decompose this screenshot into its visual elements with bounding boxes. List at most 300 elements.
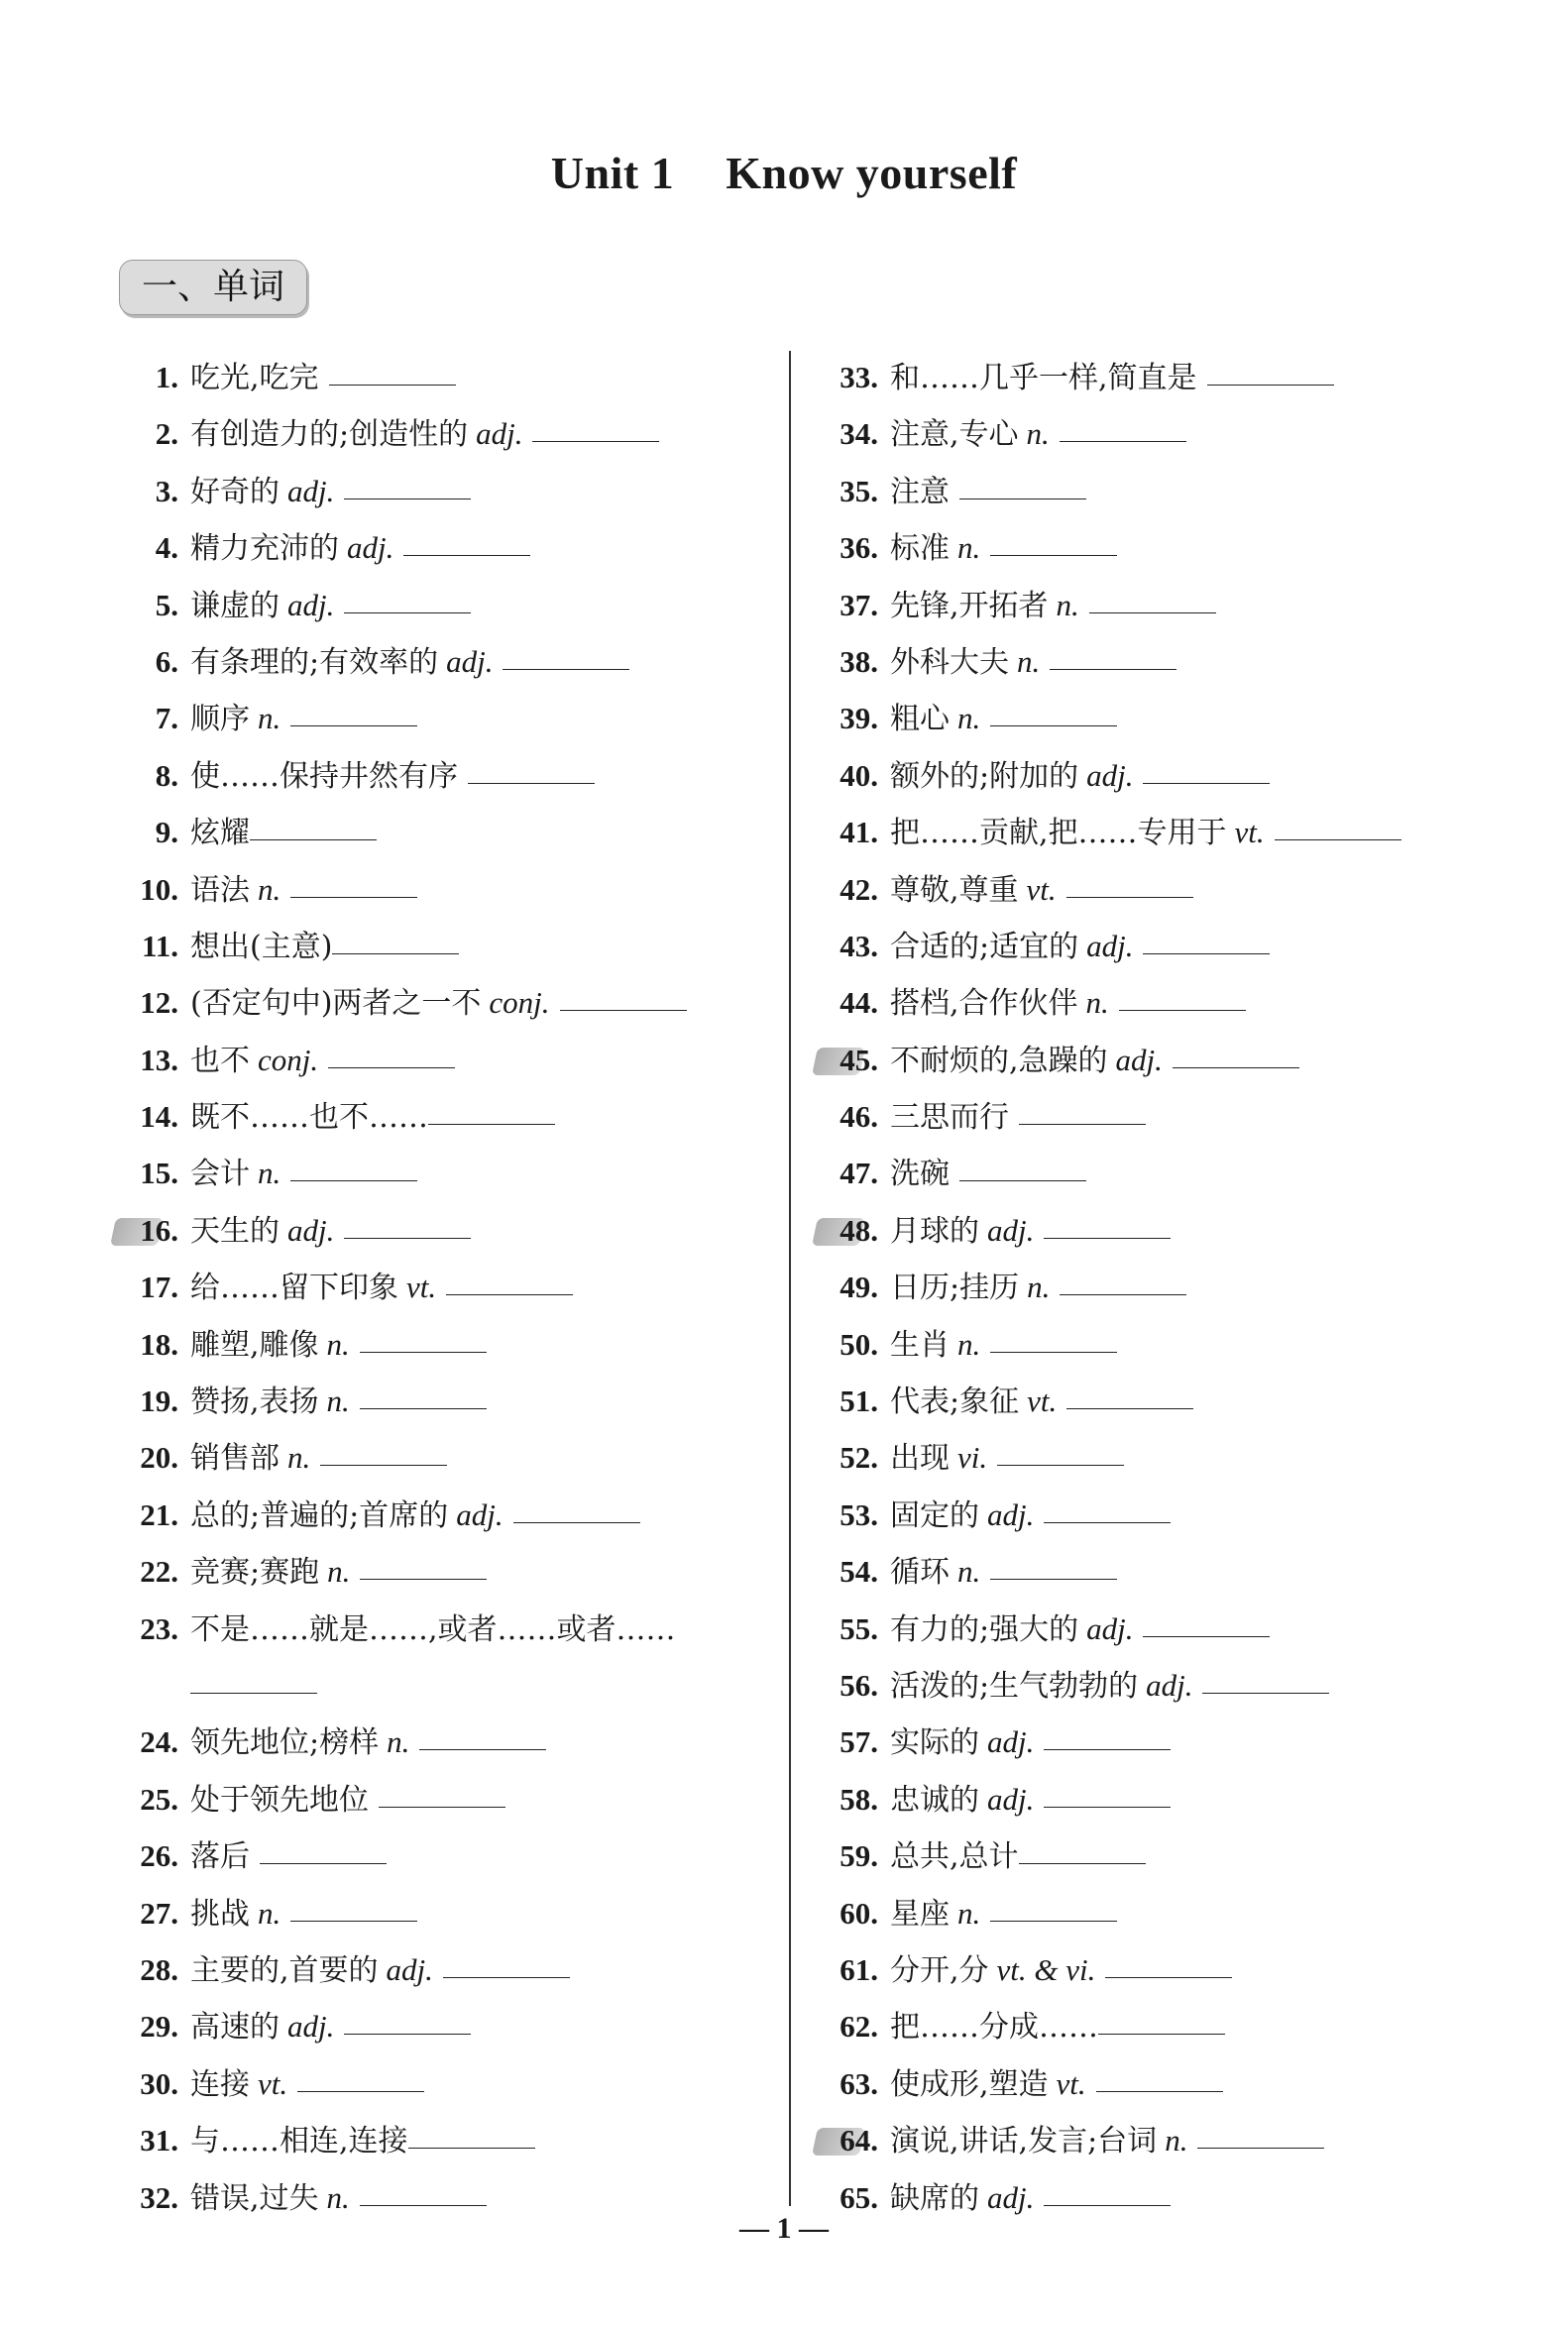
item-chinese: 外科大夫	[890, 644, 1009, 680]
item-number: 51.	[840, 1384, 878, 1419]
answer-blank[interactable]	[344, 612, 471, 613]
answer-blank[interactable]	[1119, 1010, 1246, 1011]
item-number-value: 1	[155, 360, 171, 394]
answer-blank[interactable]	[379, 1807, 505, 1808]
answer-blank[interactable]	[290, 1921, 417, 1922]
item-number-value: 2	[155, 416, 171, 452]
item-chinese: 循环	[890, 1555, 950, 1591]
vocab-item	[117, 1088, 781, 1145]
answer-blank[interactable]	[1044, 1238, 1171, 1239]
vocab-item	[117, 918, 781, 974]
answer-blank[interactable]	[320, 1465, 447, 1466]
unit-label: Unit 1	[550, 148, 675, 198]
item-chinese: 有条理的;有效率的	[190, 644, 439, 680]
item-part-of-speech: n.	[258, 1895, 281, 1931]
item-part-of-speech: conj.	[258, 1042, 319, 1077]
item-number: 36.	[840, 530, 878, 566]
vocab-item	[117, 1429, 781, 1486]
item-part-of-speech: vt.	[1234, 815, 1265, 850]
item-part-of-speech: n.	[1027, 1270, 1051, 1305]
item-number-value: 16	[140, 1212, 171, 1248]
answer-blank[interactable]	[360, 1408, 487, 1409]
item-number-value: 5	[155, 587, 171, 622]
item-part-of-speech: adj.	[287, 473, 335, 508]
item-chinese: 搭档,合作伙伴	[890, 986, 1078, 1022]
item-number-value: 19	[140, 1384, 171, 1419]
item-chinese: 落后	[190, 1839, 250, 1875]
item-part-of-speech: adj.	[347, 530, 394, 566]
item-chinese: (否定句中)两者之一不	[190, 986, 482, 1022]
answer-blank[interactable]	[344, 1238, 471, 1239]
item-number-value: 34	[840, 416, 871, 452]
item-chinese: 日历;挂历	[890, 1271, 1020, 1306]
item-number-value: 4	[155, 530, 171, 566]
answer-blank[interactable]	[959, 498, 1086, 499]
item-number-value: 29	[140, 2009, 171, 2045]
item-number-value: 59	[840, 1838, 871, 1874]
item-part-of-speech: vi.	[957, 1440, 988, 1476]
item-number: 56.	[840, 1667, 878, 1703]
item-number: 44.	[840, 985, 878, 1021]
answer-blank[interactable]	[1207, 385, 1334, 386]
item-part-of-speech: adj.	[287, 2009, 335, 2045]
item-number: 59.	[840, 1838, 878, 1874]
item-number-value: 63	[840, 2065, 871, 2101]
item-chinese: 代表;象征	[890, 1384, 1020, 1420]
vocab-item	[117, 690, 781, 746]
item-chinese: 给……留下印象	[190, 1271, 398, 1306]
item-number-value: 17	[140, 1270, 171, 1305]
item-part-of-speech: vt. & vi.	[996, 1951, 1096, 1987]
vocab-item	[117, 1259, 781, 1315]
vocab-item	[817, 747, 1491, 804]
answer-blank[interactable]	[360, 2205, 487, 2206]
answer-blank[interactable]	[990, 1921, 1117, 1922]
item-chinese: 固定的	[890, 1497, 979, 1533]
item-number-value: 6	[155, 643, 171, 679]
vocab-item	[117, 747, 781, 804]
item-number: 48.	[817, 1202, 878, 1259]
vocab-item	[817, 2112, 1491, 2168]
item-number-value: 51	[840, 1384, 871, 1419]
item-part-of-speech: adj.	[1086, 1610, 1134, 1646]
item-part-of-speech: n.	[1056, 587, 1079, 622]
item-number: 30.	[140, 2065, 178, 2101]
item-number: 15.	[140, 1156, 178, 1191]
answer-blank[interactable]	[1066, 897, 1193, 898]
item-number: 32.	[140, 2179, 178, 2215]
item-chinese: 忠诚的	[890, 1782, 979, 1818]
item-number-value: 30	[140, 2065, 171, 2101]
vocab-item	[117, 1032, 781, 1088]
item-number-value: 3	[155, 473, 171, 508]
item-part-of-speech: n.	[258, 701, 281, 736]
answer-blank[interactable]	[990, 725, 1117, 726]
item-number: 10.	[140, 871, 178, 907]
vocab-item	[117, 349, 781, 405]
answer-blank[interactable]	[997, 1465, 1124, 1466]
answer-blank[interactable]	[959, 1180, 1086, 1181]
item-number: 9.	[155, 815, 178, 850]
item-chinese: 竞赛;赛跑	[190, 1555, 320, 1591]
item-chinese: 洗碗	[890, 1157, 950, 1192]
vocab-item	[817, 1601, 1491, 1657]
answer-blank[interactable]	[428, 1124, 555, 1125]
item-number: 16.	[117, 1202, 178, 1259]
answer-blank[interactable]	[260, 1863, 387, 1864]
answer-blank[interactable]	[1173, 1067, 1299, 1068]
item-part-of-speech: adj.	[446, 643, 494, 679]
item-number: 8.	[155, 757, 178, 793]
item-number-value: 50	[840, 1326, 871, 1362]
item-part-of-speech: n.	[327, 1554, 351, 1590]
vocab-item	[817, 2055, 1491, 2112]
vocab-item	[817, 1259, 1491, 1315]
answer-blank[interactable]	[403, 555, 530, 556]
item-chinese: 雕塑,雕像	[190, 1327, 319, 1363]
item-number-value: 39	[840, 701, 871, 736]
answer-blank[interactable]	[297, 2091, 424, 2092]
answer-blank[interactable]	[1044, 2205, 1171, 2206]
item-chinese: 精力充沛的	[190, 531, 339, 567]
item-chinese: 天生的	[190, 1213, 280, 1249]
item-chinese: 使……保持井然有序	[190, 758, 458, 794]
item-part-of-speech: adj.	[987, 1781, 1035, 1817]
item-number: 22.	[140, 1554, 178, 1590]
item-number-value: 12	[140, 985, 171, 1021]
item-chinese: 总共,总计	[890, 1839, 1019, 1875]
answer-blank[interactable]	[1275, 839, 1401, 840]
vocab-item	[817, 1487, 1491, 1543]
answer-blank[interactable]	[1098, 2034, 1225, 2035]
answer-blank[interactable]	[560, 1010, 687, 1011]
answer-blank[interactable]	[344, 498, 471, 499]
answer-blank[interactable]	[1019, 1863, 1146, 1864]
item-part-of-speech: n.	[326, 1384, 350, 1419]
item-chinese: 标准	[890, 531, 950, 567]
item-part-of-speech: n.	[387, 1724, 410, 1760]
item-number: 49.	[840, 1270, 878, 1305]
item-number: 3.	[155, 473, 178, 508]
item-number-value: 61	[840, 1951, 871, 1987]
answer-blank[interactable]	[503, 669, 629, 670]
item-number-value: 41	[840, 815, 871, 850]
item-number-value: 44	[840, 985, 871, 1021]
item-number-value: 26	[140, 1838, 171, 1874]
item-number-value: 60	[840, 1895, 871, 1931]
item-number: 1.	[155, 360, 178, 394]
item-number-value: 65	[840, 2179, 871, 2215]
vocab-item	[817, 349, 1491, 405]
answer-blank[interactable]	[990, 555, 1117, 556]
item-part-of-speech: n.	[1165, 2123, 1188, 2159]
item-part-of-speech: vt.	[406, 1270, 437, 1305]
vocab-item	[817, 633, 1491, 690]
item-part-of-speech: adj.	[1115, 1042, 1163, 1077]
answer-blank[interactable]	[1105, 1977, 1232, 1978]
item-number-value: 21	[140, 1496, 171, 1532]
answer-blank[interactable]	[328, 1067, 455, 1068]
item-number: 52.	[840, 1440, 878, 1476]
item-number-value: 22	[140, 1554, 171, 1590]
item-number: 65.	[840, 2179, 878, 2215]
vocab-item	[817, 1145, 1491, 1201]
item-chinese: 连接	[190, 2066, 250, 2102]
item-chinese: 分开,分	[890, 1952, 989, 1988]
vocab-item	[817, 1373, 1491, 1429]
item-number: 17.	[140, 1270, 178, 1305]
answer-blank[interactable]	[1044, 1807, 1171, 1808]
item-chinese: 炫耀	[190, 816, 250, 851]
item-part-of-speech: n.	[258, 871, 281, 907]
item-part-of-speech: n.	[287, 1440, 311, 1476]
item-number-value: 15	[140, 1156, 171, 1191]
item-number: 28.	[140, 1951, 178, 1987]
vocab-item	[817, 1941, 1491, 1998]
vocab-item	[117, 1714, 781, 1770]
item-number: 41.	[840, 815, 878, 850]
item-part-of-speech: adj.	[987, 1212, 1035, 1248]
item-number: 23.	[140, 1610, 178, 1646]
answer-blank[interactable]	[290, 725, 417, 726]
item-chinese: 不耐烦的,急躁的	[890, 1043, 1108, 1078]
item-chinese: 先锋,开拓者	[890, 588, 1049, 623]
item-number-value: 13	[140, 1042, 171, 1077]
item-chinese: 销售部	[190, 1441, 280, 1477]
item-chinese: 把……贡献,把……专用于	[890, 816, 1227, 851]
item-chinese: 与……相连,连接	[190, 2124, 408, 2159]
item-number-value: 10	[140, 871, 171, 907]
item-number-value: 7	[155, 701, 171, 736]
vocab-item	[117, 1998, 781, 2054]
item-number: 37.	[840, 587, 878, 622]
item-part-of-speech: n.	[326, 1326, 350, 1362]
vocab-item	[817, 1827, 1491, 1884]
vocab-item	[117, 974, 781, 1031]
item-chinese: 总的;普遍的;首席的	[190, 1497, 449, 1533]
item-number: 39.	[840, 701, 878, 736]
answer-blank[interactable]	[513, 1522, 640, 1523]
item-part-of-speech: n.	[957, 1554, 981, 1590]
item-chinese: 三思而行	[890, 1100, 1009, 1136]
answer-blank[interactable]	[290, 897, 417, 898]
answer-blank[interactable]	[419, 1749, 546, 1750]
item-number: 29.	[140, 2009, 178, 2045]
item-number: 7.	[155, 701, 178, 736]
column-divider	[789, 351, 791, 2206]
item-part-of-speech: vt.	[1056, 2065, 1086, 2101]
item-number: 57.	[840, 1724, 878, 1760]
left-column	[117, 349, 781, 2226]
vocab-item	[117, 519, 781, 576]
item-number: 46.	[840, 1099, 878, 1135]
item-part-of-speech: vt.	[1026, 871, 1057, 907]
item-number: 19.	[140, 1384, 178, 1419]
item-part-of-speech: adj.	[476, 416, 523, 452]
item-number: 40.	[840, 757, 878, 793]
vocab-item	[817, 1202, 1491, 1259]
item-number-value: 47	[840, 1156, 871, 1191]
item-chinese: 出现	[890, 1441, 950, 1477]
item-number: 6.	[155, 643, 178, 679]
answer-blank[interactable]	[1089, 612, 1216, 613]
item-number: 61.	[840, 1951, 878, 1987]
item-part-of-speech: n.	[957, 701, 981, 736]
answer-blank[interactable]	[1202, 1693, 1329, 1694]
item-number: 45.	[817, 1032, 878, 1088]
vocab-item	[117, 1373, 781, 1429]
answer-blank[interactable]	[468, 783, 595, 784]
item-chinese: 合适的;适宜的	[890, 929, 1079, 964]
item-number: 2.	[155, 416, 178, 452]
vocab-item	[117, 1487, 781, 1543]
item-chinese: 把……分成……	[890, 2010, 1098, 2046]
vocab-item	[817, 519, 1491, 576]
item-number-value: 33	[840, 360, 871, 394]
item-number-value: 53	[840, 1496, 871, 1532]
item-part-of-speech: n.	[957, 1326, 981, 1362]
answer-blank[interactable]	[1096, 2091, 1223, 2092]
item-number-value: 8	[155, 757, 171, 793]
item-number-value: 64	[840, 2123, 871, 2159]
item-number: 31.	[140, 2123, 178, 2159]
answer-blank[interactable]	[990, 1579, 1117, 1580]
answer-blank[interactable]	[344, 2034, 471, 2035]
vocab-item	[117, 1601, 781, 1715]
vocab-item	[817, 918, 1491, 974]
item-number-value: 58	[840, 1781, 871, 1817]
item-number: 12.	[140, 985, 178, 1021]
vocab-item	[817, 804, 1491, 860]
answer-blank[interactable]	[190, 1693, 317, 1694]
item-number: 18.	[140, 1326, 178, 1362]
answer-blank[interactable]	[1143, 1636, 1270, 1637]
vocab-item	[117, 804, 781, 860]
item-number-value: 18	[140, 1326, 171, 1362]
item-chinese: 挑战	[190, 1896, 250, 1932]
answer-blank[interactable]	[1044, 1749, 1171, 1750]
answer-blank[interactable]	[532, 441, 659, 442]
answer-blank[interactable]	[443, 1977, 570, 1978]
page-number: — 1 —	[739, 2212, 829, 2245]
item-number: 43.	[840, 928, 878, 963]
vocab-item	[817, 1088, 1491, 1145]
answer-blank[interactable]	[360, 1352, 487, 1353]
answer-blank[interactable]	[408, 2148, 535, 2149]
section-heading-words: 一、单词	[119, 260, 307, 315]
item-number-value: 37	[840, 587, 871, 622]
vocab-item	[817, 1657, 1491, 1714]
item-number-value: 62	[840, 2009, 871, 2045]
item-chinese: 注意	[890, 474, 950, 509]
item-chinese: 高速的	[190, 2010, 280, 2046]
answer-blank[interactable]	[1050, 669, 1176, 670]
item-chinese: 有创造力的;创造性的	[190, 417, 469, 453]
answer-blank[interactable]	[1060, 1294, 1186, 1295]
vocab-item	[817, 1543, 1491, 1600]
answer-blank[interactable]	[1060, 441, 1186, 442]
item-chinese: 想出(主意)	[190, 929, 333, 964]
item-number: 25.	[140, 1781, 178, 1817]
answer-blank[interactable]	[360, 1579, 487, 1580]
item-number: 63.	[840, 2065, 878, 2101]
answer-blank[interactable]	[1143, 953, 1270, 954]
vocab-item	[117, 2112, 781, 2168]
item-chinese: 好奇的	[190, 474, 280, 509]
item-number: 38.	[840, 643, 878, 679]
vocab-item	[117, 1316, 781, 1373]
item-number: 54.	[840, 1554, 878, 1590]
item-part-of-speech: adj.	[1146, 1667, 1193, 1703]
item-number: 64.	[817, 2112, 878, 2168]
item-number: 14.	[140, 1099, 178, 1135]
item-number: 47.	[840, 1156, 878, 1191]
item-number: 24.	[140, 1724, 178, 1760]
item-chinese: 月球的	[890, 1213, 979, 1249]
item-number-value: 25	[140, 1781, 171, 1817]
answer-blank[interactable]	[1197, 2148, 1324, 2149]
answer-blank[interactable]	[1019, 1124, 1146, 1125]
answer-blank[interactable]	[329, 385, 456, 386]
answer-blank[interactable]	[1066, 1408, 1193, 1409]
item-chinese: 使成形,塑造	[890, 2066, 1049, 2102]
item-number-value: 36	[840, 530, 871, 566]
answer-blank[interactable]	[332, 953, 459, 954]
vocab-item	[817, 1771, 1491, 1827]
vocab-item	[817, 577, 1491, 633]
item-number-value: 54	[840, 1554, 871, 1590]
vocab-item	[817, 974, 1491, 1031]
item-chinese: 生肖	[890, 1327, 950, 1363]
item-chinese: 粗心	[890, 702, 950, 737]
vocab-item	[117, 1543, 781, 1600]
item-part-of-speech: n.	[258, 1156, 281, 1191]
vocab-item	[117, 405, 781, 462]
item-chinese: 会计	[190, 1157, 250, 1192]
answer-blank[interactable]	[446, 1294, 573, 1295]
item-part-of-speech: adj.	[987, 1496, 1035, 1532]
item-number: 35.	[840, 473, 878, 508]
item-chinese: 实际的	[890, 1725, 979, 1761]
vocab-item	[817, 1714, 1491, 1770]
item-chinese: 演说,讲话,发言;台词	[890, 2124, 1158, 2159]
item-number-value: 11	[141, 928, 171, 963]
vocab-item	[817, 1032, 1491, 1088]
answer-blank[interactable]	[1143, 783, 1270, 784]
item-number-value: 27	[140, 1895, 171, 1931]
vocab-item	[117, 861, 781, 918]
item-number: 4.	[155, 530, 178, 566]
unit-name: Know yourself	[726, 148, 1018, 198]
item-part-of-speech: adj.	[287, 587, 335, 622]
item-part-of-speech: vt.	[1027, 1384, 1058, 1419]
item-part-of-speech: adj.	[1086, 928, 1134, 963]
item-number: 11.	[141, 928, 178, 963]
vocab-item	[817, 861, 1491, 918]
vocab-item	[117, 1941, 781, 1998]
vocab-item	[117, 1202, 781, 1259]
item-number-value: 38	[840, 643, 871, 679]
answer-blank[interactable]	[1044, 1522, 1171, 1523]
vocab-item	[817, 463, 1491, 519]
answer-blank[interactable]	[250, 839, 377, 840]
item-number-value: 43	[840, 928, 871, 963]
answer-blank[interactable]	[990, 1352, 1117, 1353]
item-part-of-speech: adj.	[456, 1496, 504, 1532]
item-part-of-speech: n.	[326, 2179, 350, 2215]
item-part-of-speech: n.	[1017, 643, 1041, 679]
answer-blank[interactable]	[290, 1180, 417, 1181]
